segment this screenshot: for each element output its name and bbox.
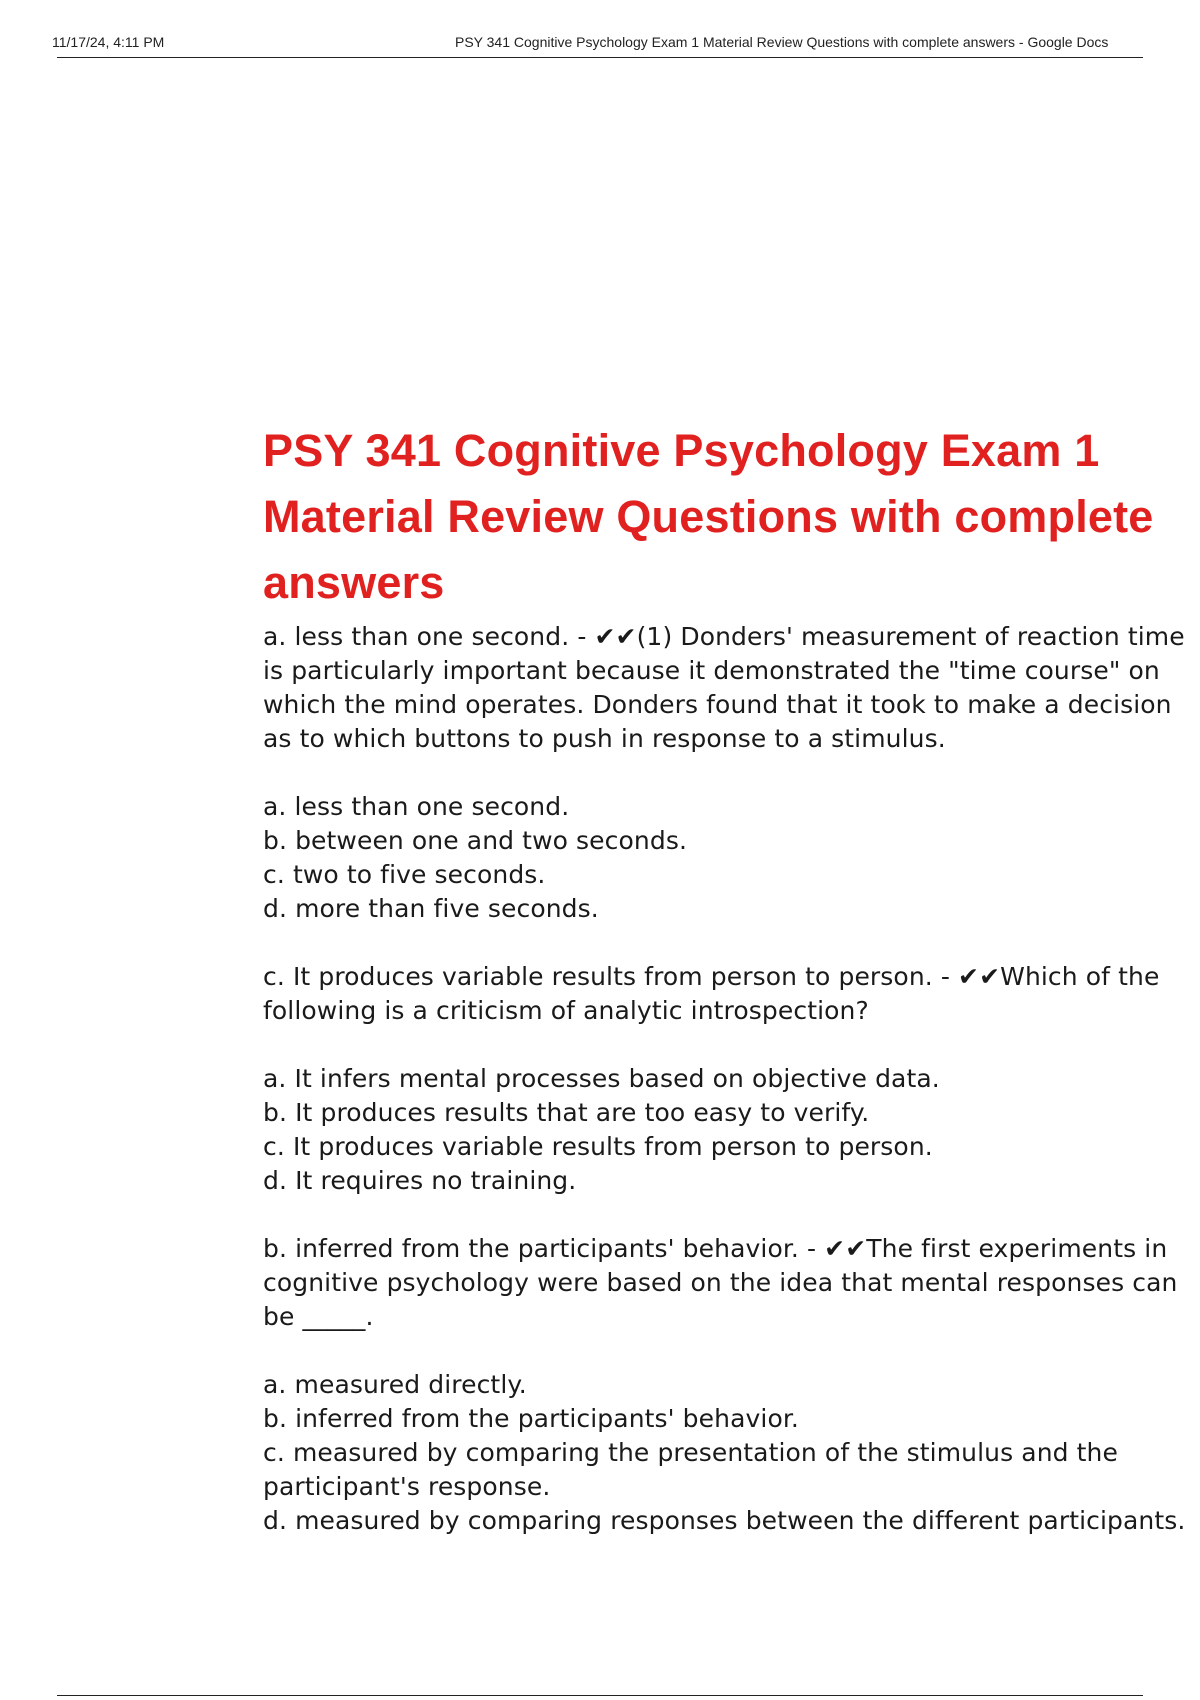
answer-option: d. more than five seconds. [263,894,599,923]
footer-divider [57,1695,1143,1696]
answer-option: a. It infers mental processes based on objective data. [263,1064,940,1093]
spacer [263,756,1200,790]
answer-option: b. It produces results that are too easy to verify. [263,1098,870,1127]
question-block-3 [263,1232,1200,1538]
answer-options [263,1062,1200,1198]
print-datetime: 11/17/24, 4:11 PM [52,34,165,50]
question-block-1 [263,620,1200,926]
question-block-2 [263,960,1200,1198]
answer-options [263,1368,1200,1538]
answer-option: d. It requires no training. [263,1166,577,1195]
document-body [263,418,1200,1538]
answer-option: a. measured directly. [263,1370,527,1399]
spacer [263,926,1200,960]
answer-option: a. less than one second. [263,792,570,821]
document-title: PSY 341 Cognitive Psychology Exam 1 Material Review Questions with complete answers [263,425,1154,608]
header-divider [57,57,1143,58]
spacer [263,1198,1200,1232]
answer-option: d. measured by comparing responses between the different participants. [263,1506,1186,1535]
answer-option: c. two to five seconds. [263,860,546,889]
answer-option: b. inferred from the participants' behavior. [263,1404,799,1433]
answer-option: c. measured by comparing the presentation of the stimulus and the participant's response. [263,1438,1118,1501]
question-prompt: a. less than one second. - ✔✔(1) Donders' measurement of reaction time is particularly important because it demonstrated the "time course" on which the mind operates. Donders found that it took to make a decision as to which buttons to push in response to a stimulus. [263,622,1185,753]
spacer [263,1334,1200,1368]
answer-option: c. It produces variable results from person to person. [263,1132,933,1161]
question-prompt: b. inferred from the participants' behavior. - ✔✔The first experiments in cognitive psychology were based on the idea that mental responses can be _____. [263,1234,1178,1331]
print-header [0,0,1200,60]
question-prompt: c. It produces variable results from person to person. - ✔✔Which of the following is a criticism of analytic introspection? [263,962,1160,1025]
print-page-title: PSY 341 Cognitive Psychology Exam 1 Material Review Questions with complete answers - Google Docs [455,34,1109,50]
answer-option: b. between one and two seconds. [263,826,687,855]
answer-options [263,790,1200,926]
spacer [263,1028,1200,1062]
